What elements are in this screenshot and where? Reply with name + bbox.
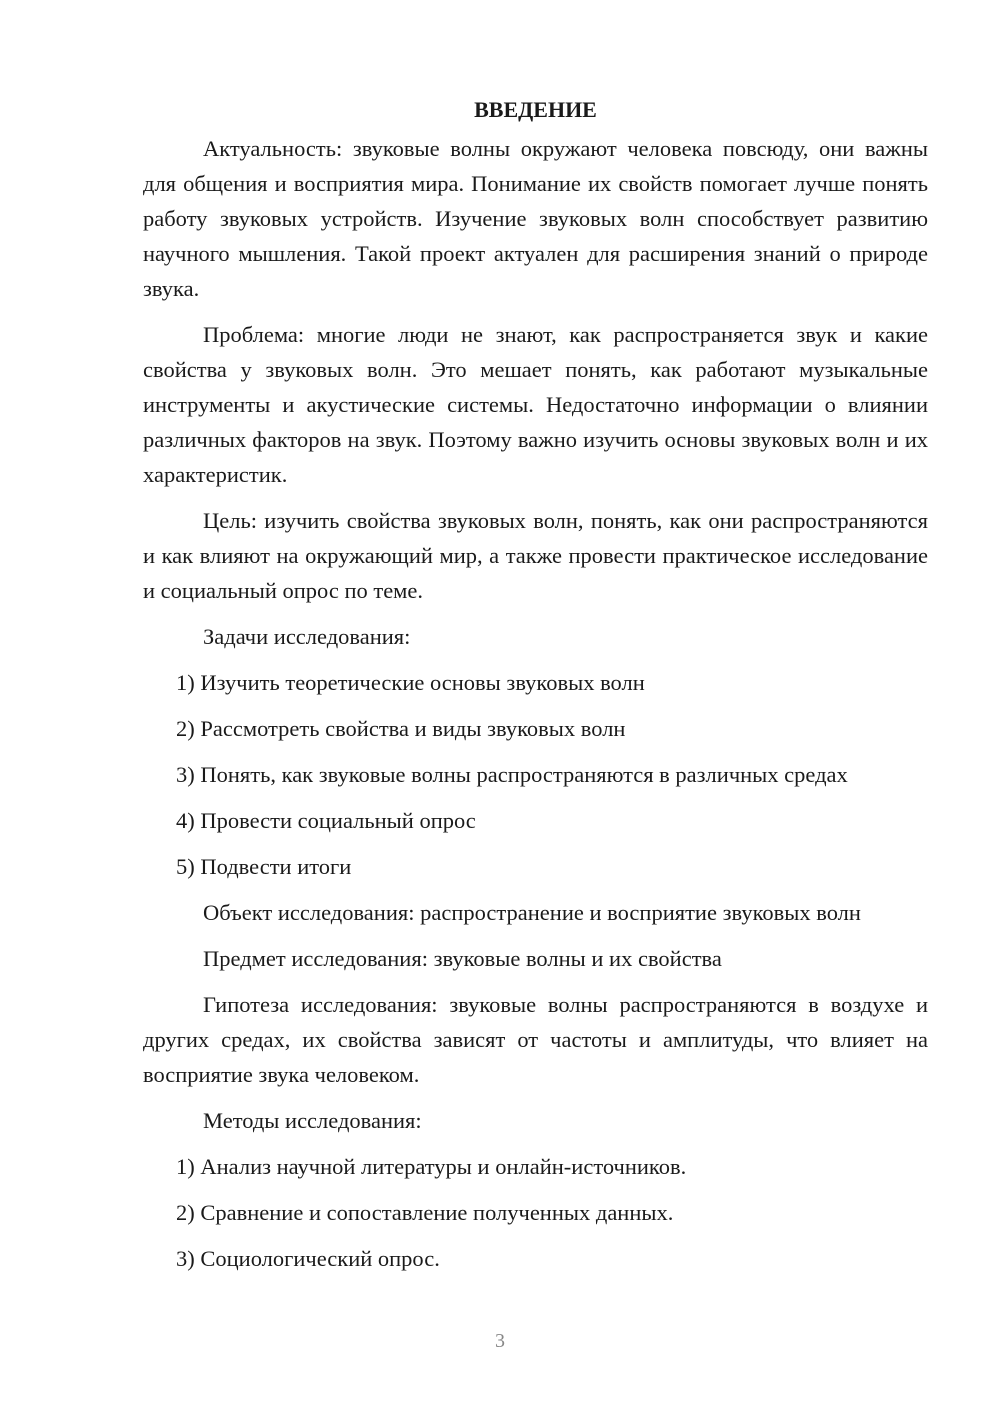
hypothesis-paragraph: Гипотеза исследования: звуковые волны распространяются в воздухе и других средах, их свойства зависят от частоты и амплитуды, что влияет на восприятие звука человеком. <box>143 992 928 1087</box>
tasks-list <box>143 665 928 884</box>
relevance-paragraph: Актуальность: звуковые волны окружают человека повсюду, они важны для общения и восприятия мира. Понимание их свойств помогает лучше понять работу звуковых устройств. Изучение звуковых волн способствует развитию научного мышления. Такой проект актуален для расширения знаний о природе звука. <box>143 136 928 301</box>
list-item: 1) Изучить теоретические основы звуковых волн <box>176 670 645 695</box>
list-item: 5) Подвести итоги <box>176 854 352 879</box>
methods-title: Методы исследования: <box>203 1108 422 1133</box>
problem-paragraph: Проблема: многие люди не знают, как распространяется звук и какие свойства у звуковых волн. Это мешает понять, как работают музыкальные инструменты и акустические системы. Недостаточно информации о влиянии различных факторов на звук. Поэтому важно изучить основы звуковых волн и их характеристик. <box>143 322 928 487</box>
subject-paragraph: Предмет исследования: звуковые волны и их свойства <box>203 946 722 971</box>
list-item: 1) Анализ научной литературы и онлайн-источников. <box>176 1154 687 1179</box>
page-heading: ВВЕДЕНИЕ <box>474 97 597 122</box>
methods-list <box>143 1149 928 1276</box>
tasks-title: Задачи исследования: <box>203 624 411 649</box>
object-paragraph: Объект исследования: распространение и восприятие звуковых волн <box>203 900 861 925</box>
document-page <box>143 92 928 1287</box>
page-number: 3 <box>495 1330 505 1352</box>
list-item: 2) Рассмотреть свойства и виды звуковых волн <box>176 716 626 741</box>
goal-paragraph: Цель: изучить свойства звуковых волн, понять, как они распространяются и как влияют на окружающий мир, а также провести практическое исследование и социальный опрос по теме. <box>143 508 928 603</box>
list-item: 4) Провести социальный опрос <box>176 808 476 833</box>
list-item: 3) Социологический опрос. <box>176 1246 440 1271</box>
list-item: 2) Сравнение и сопоставление полученных данных. <box>176 1200 674 1225</box>
list-item: 3) Понять, как звуковые волны распространяются в различных средах <box>176 762 848 787</box>
